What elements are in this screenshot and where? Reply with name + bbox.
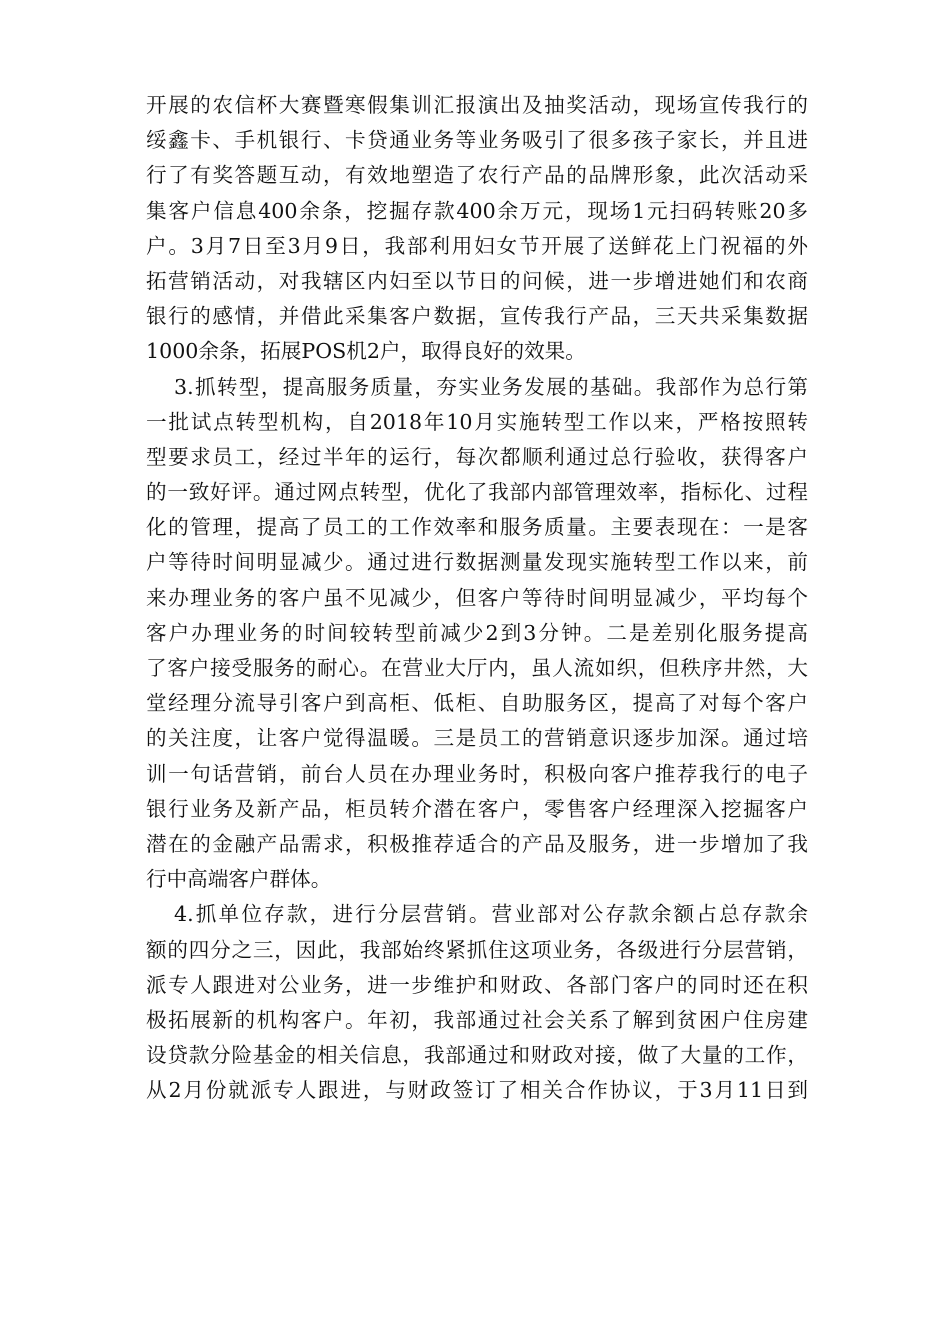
text-line: 极拓展新的机构客户。年初，我部通过社会关系了解到贫困户住房建	[146, 1007, 808, 1032]
text-line: 堂经理分流导引客户到高柜、低柜、自助服务区，提高了对每个客户	[146, 691, 808, 716]
text-line: 3.抓转型，提高服务质量，夯实业务发展的基础。我部作为总行第	[174, 374, 808, 399]
paragraph-3	[146, 897, 808, 1108]
text-line: 绥鑫卡、手机银行、卡贷通业务等业务吸引了很多孩子家长，并且进	[146, 128, 808, 153]
text-line: 额的四分之三，因此，我部始终紧抓住这项业务，各级进行分层营销，	[146, 937, 808, 962]
text-line: 的一致好评。通过网点转型，优化了我部内部管理效率，指标化、过程	[146, 480, 808, 505]
text-line: 1000余条，拓展POS机2户，取得良好的效果。	[146, 339, 586, 364]
text-line: 化的管理，提高了员工的工作效率和服务质量。主要表现在：一是客	[146, 515, 808, 540]
text-line: 4.抓单位存款，进行分层营销。营业部对公存款余额占总存款余	[174, 902, 808, 927]
text-line: 银行的感情，并借此采集客户数据，宣传我行产品，三天共采集数据	[146, 304, 808, 329]
text-line: 型要求员工，经过半年的运行，每次都顺利通过总行验收，获得客户	[146, 444, 808, 469]
text-line: 派专人跟进对公业务，进一步维护和财政、各部门客户的同时还在积	[146, 972, 808, 997]
document-page	[146, 88, 808, 1108]
text-line: 从2月份就派专人跟进，与财政签订了相关合作协议，于3月11日到	[146, 1078, 808, 1103]
text-line: 的关注度，让客户觉得温暖。三是员工的营销意识逐步加深。通过培	[146, 726, 808, 751]
text-line: 了客户接受服务的耐心。在营业大厅内，虽人流如织，但秩序井然，大	[146, 656, 808, 680]
text-line: 训一句话营销，前台人员在办理业务时，积极向客户推荐我行的电子	[146, 761, 808, 786]
text-line: 拓营销活动，对我辖区内妇至以节日的问候，进一步增进她们和农商	[146, 268, 808, 293]
text-line: 设贷款分险基金的相关信息，我部通过和财政对接，做了大量的工作，	[146, 1043, 808, 1068]
text-line: 户等待时间明显减少。通过进行数据测量发现实施转型工作以来，前	[146, 550, 808, 575]
text-line: 户。3月7日至3月9日，我部利用妇女节开展了送鲜花上门祝福的外	[146, 233, 808, 258]
text-line: 行中高端客户群体。	[146, 867, 332, 892]
text-line: 银行业务及新产品，柜员转介潜在客户，零售客户经理深入挖掘客户	[146, 796, 808, 821]
text-line: 客户办理业务的时间较转型前减少2到3分钟。二是差别化服务提高	[146, 620, 808, 645]
text-line: 集客户信息400余条，挖掘存款400余万元，现场1元扫码转账20多	[146, 198, 808, 223]
paragraph-1	[146, 88, 808, 370]
text-line: 行了有奖答题互动，有效地塑造了农行产品的品牌形象，此次活动采	[146, 163, 808, 188]
text-line: 来办理业务的客户虽不见减少，但客户等待时间明显减少，平均每个	[146, 585, 808, 610]
paragraph-2	[146, 370, 808, 898]
text-line: 潜在的金融产品需求，积极推荐适合的产品及服务，进一步增加了我	[146, 831, 808, 856]
text-line: 一批试点转型机构，自2018年10月实施转型工作以来，严格按照转	[146, 409, 808, 434]
text-line: 开展的农信杯大赛暨寒假集训汇报演出及抽奖活动，现场宣传我行的	[146, 93, 808, 117]
